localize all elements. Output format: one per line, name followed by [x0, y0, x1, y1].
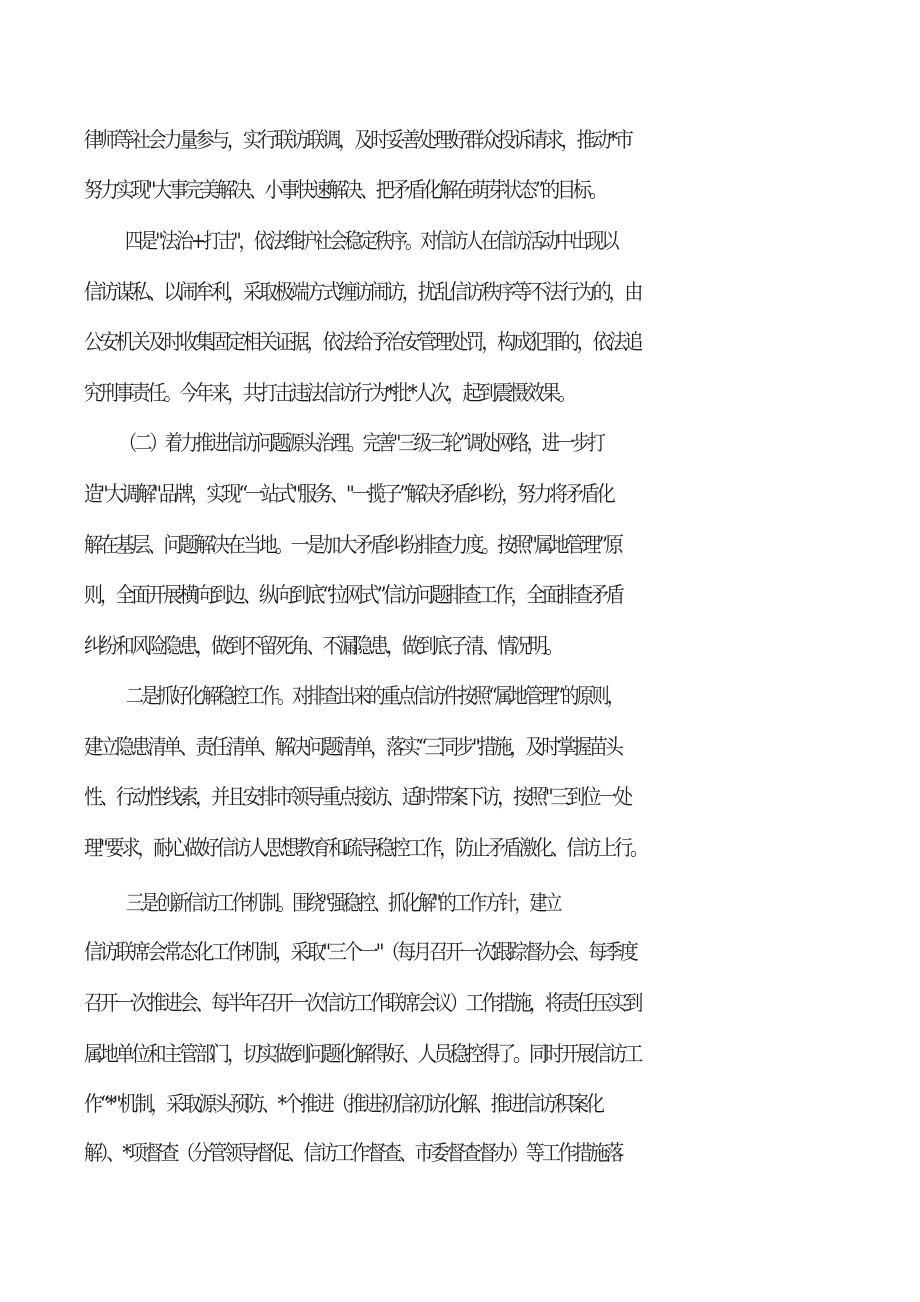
- text-line: 二是抓好化解稳控工作。对排查出来的重点信访件按照“属地管理”的原则，: [126, 684, 622, 708]
- text-line: 律师等社会力量参与，实行联访联调，及时妥善处理好群众投诉请求，推动*市: [84, 128, 631, 152]
- text-line: 作“*"机制，采取源头预防、*个推进（推进初信初访化解、推进信访积案化: [84, 1092, 602, 1116]
- text-line: 究刑事责任。今年来，共打击违法信访行为*批*人次，起到震慑效果。: [84, 381, 574, 405]
- text-line: 属地单位和主管部门，切实做到问题化解得好、人员稳控得了。同时开展信访工: [84, 1042, 641, 1066]
- text-line: 四是"法治+打击"，依法维护社会稳定秩序。对信访人在信访活动中出现以: [125, 229, 617, 253]
- text-line: 理"要求，耐心做好信访人思想教育和疏导稳控工作，防止矛盾激化、信访上行。: [84, 836, 646, 860]
- text-line: 则，全面开展横向到边、纵向到底“拉网式”信访问题排查工作，全面排查矛盾: [84, 583, 622, 607]
- text-line: 信访联席会常态化工作机制，采取"三个一"（每月召开一次跟踪督办会、每季度: [84, 940, 636, 964]
- text-line: 信访谋私、以闹牟利，采取极端方式缠访闹访，扰乱信访秩序等不法行为的，由: [84, 280, 641, 304]
- text-line: （二）着力推进信访问题源头治理。完善"三级三轮”调处网络，进一步打: [119, 431, 603, 455]
- text-line: 造"大调解"品牌，实现“一站式"服务、"一揽子”解决矛盾纠纷，努力将矛盾化: [84, 482, 613, 506]
- text-line: 性、行动性线索，并且安排市领导重点接访、适时带案下访，按照"三到位一处: [84, 785, 631, 809]
- text-line: 公安机关及时收集固定相关证据，依法给予治安管理处罚，构成犯罪的，依法追: [84, 330, 641, 354]
- text-line: 三是创新信访工作机制。围绕"强稳控、抓化解"的工作方针，建立: [126, 891, 560, 915]
- text-line: 纠纷和风险隐患，做到不留死角、不漏隐患，做到底子清、情况明。: [84, 634, 561, 658]
- text-line: 解在基层、问题解决在当地。一是加大矛盾纠纷排查力度。按照"属地管理”原: [84, 533, 621, 557]
- text-line: 召开一次推进会、每半年召开一次信访工作联席会议）工作措施，将责任压实到: [84, 991, 641, 1015]
- text-line: 建立隐患清单、责任清单、解决问题清单，落实“三同步"措施，及时掌握苗头: [84, 735, 621, 759]
- text-line: 解）、*项督查（分管领导督促、信访工作督查、市委督查督办）等工作措施落: [84, 1141, 622, 1165]
- text-line: 努力实现"大事完美解决、小事快速解决、把矛盾化解在萌芽状态”的目标。: [84, 178, 605, 202]
